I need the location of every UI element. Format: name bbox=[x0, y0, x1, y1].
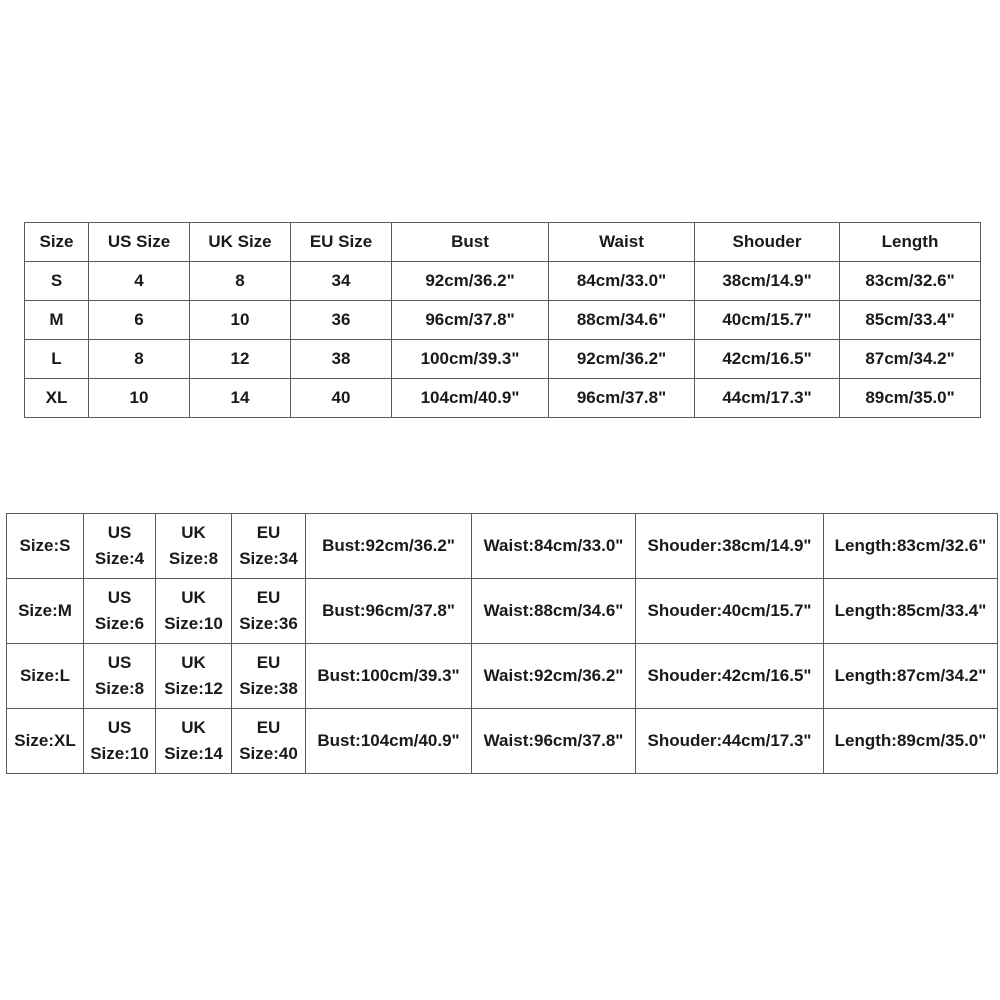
length-cell: Length:89cm/35.0" bbox=[824, 709, 998, 774]
table-cell: 12 bbox=[190, 340, 291, 379]
header-cell: Bust bbox=[392, 223, 549, 262]
uk-size-cell bbox=[156, 579, 232, 644]
table-row bbox=[7, 579, 998, 644]
header-cell: Shouder bbox=[695, 223, 840, 262]
table-cell: 88cm/34.6" bbox=[549, 301, 695, 340]
uk-value: Size:12 bbox=[164, 679, 223, 698]
eu-value: Size:36 bbox=[239, 614, 298, 633]
size-cell: Size:M bbox=[7, 579, 84, 644]
table-row bbox=[7, 644, 998, 709]
bust-cell: Bust:104cm/40.9" bbox=[306, 709, 472, 774]
header-cell: Size bbox=[25, 223, 89, 262]
table-cell: M bbox=[25, 301, 89, 340]
us-value: Size:10 bbox=[90, 744, 149, 763]
uk-label: UK bbox=[181, 653, 206, 672]
length-cell: Length:87cm/34.2" bbox=[824, 644, 998, 709]
uk-label: UK bbox=[181, 718, 206, 737]
shoulder-cell: Shouder:44cm/17.3" bbox=[636, 709, 824, 774]
table-cell: 40cm/15.7" bbox=[695, 301, 840, 340]
shoulder-cell: Shouder:38cm/14.9" bbox=[636, 514, 824, 579]
waist-cell: Waist:84cm/33.0" bbox=[472, 514, 636, 579]
table-cell: 92cm/36.2" bbox=[549, 340, 695, 379]
table-cell: 34 bbox=[291, 262, 392, 301]
uk-label: UK bbox=[181, 588, 206, 607]
eu-size-cell bbox=[232, 579, 306, 644]
table-cell: 42cm/16.5" bbox=[695, 340, 840, 379]
size-detail-table bbox=[6, 513, 998, 774]
size-chart-table bbox=[24, 222, 981, 418]
table-cell: 96cm/37.8" bbox=[549, 379, 695, 418]
table-cell: 104cm/40.9" bbox=[392, 379, 549, 418]
size-cell: Size:S bbox=[7, 514, 84, 579]
waist-cell: Waist:88cm/34.6" bbox=[472, 579, 636, 644]
eu-size-cell bbox=[232, 514, 306, 579]
table-row bbox=[7, 709, 998, 774]
bust-cell: Bust:92cm/36.2" bbox=[306, 514, 472, 579]
shoulder-cell: Shouder:42cm/16.5" bbox=[636, 644, 824, 709]
table-cell: 83cm/32.6" bbox=[840, 262, 981, 301]
table-cell: 85cm/33.4" bbox=[840, 301, 981, 340]
table-row bbox=[25, 262, 981, 301]
table-cell: 84cm/33.0" bbox=[549, 262, 695, 301]
size-cell: Size:L bbox=[7, 644, 84, 709]
eu-label: EU bbox=[256, 718, 281, 737]
us-size-cell bbox=[84, 579, 156, 644]
table-cell: 10 bbox=[190, 301, 291, 340]
table-cell: 36 bbox=[291, 301, 392, 340]
header-cell: Waist bbox=[549, 223, 695, 262]
table-cell: 38cm/14.9" bbox=[695, 262, 840, 301]
shoulder-cell: Shouder:40cm/15.7" bbox=[636, 579, 824, 644]
table-row bbox=[25, 379, 981, 418]
table-cell: 8 bbox=[190, 262, 291, 301]
table-cell: 10 bbox=[89, 379, 190, 418]
length-cell: Length:83cm/32.6" bbox=[824, 514, 998, 579]
table-cell: 8 bbox=[89, 340, 190, 379]
us-size-cell bbox=[84, 644, 156, 709]
eu-size-cell bbox=[232, 709, 306, 774]
table-row bbox=[7, 514, 998, 579]
table-cell: 100cm/39.3" bbox=[392, 340, 549, 379]
table-row bbox=[25, 340, 981, 379]
size-cell: Size:XL bbox=[7, 709, 84, 774]
table-cell: 14 bbox=[190, 379, 291, 418]
table-cell: 4 bbox=[89, 262, 190, 301]
eu-label: EU bbox=[256, 523, 281, 542]
header-cell: US Size bbox=[89, 223, 190, 262]
uk-size-cell bbox=[156, 709, 232, 774]
us-value: Size:4 bbox=[94, 549, 145, 568]
table-cell: 89cm/35.0" bbox=[840, 379, 981, 418]
table-row bbox=[25, 301, 981, 340]
uk-value: Size:14 bbox=[164, 744, 223, 763]
bust-cell: Bust:96cm/37.8" bbox=[306, 579, 472, 644]
eu-value: Size:38 bbox=[239, 679, 298, 698]
header-cell: Length bbox=[840, 223, 981, 262]
header-cell: UK Size bbox=[190, 223, 291, 262]
waist-cell: Waist:92cm/36.2" bbox=[472, 644, 636, 709]
uk-label: UK bbox=[181, 523, 206, 542]
us-label: US bbox=[107, 523, 132, 542]
eu-value: Size:34 bbox=[239, 549, 298, 568]
table-cell: 96cm/37.8" bbox=[392, 301, 549, 340]
us-label: US bbox=[107, 718, 132, 737]
us-label: US bbox=[107, 588, 132, 607]
table-cell: 87cm/34.2" bbox=[840, 340, 981, 379]
us-size-cell bbox=[84, 709, 156, 774]
uk-value: Size:10 bbox=[164, 614, 223, 633]
uk-size-cell bbox=[156, 514, 232, 579]
table-cell: 44cm/17.3" bbox=[695, 379, 840, 418]
table-header-row bbox=[25, 223, 981, 262]
eu-value: Size:40 bbox=[239, 744, 298, 763]
waist-cell: Waist:96cm/37.8" bbox=[472, 709, 636, 774]
eu-size-cell bbox=[232, 644, 306, 709]
us-size-cell bbox=[84, 514, 156, 579]
uk-value: Size:8 bbox=[168, 549, 219, 568]
header-cell: EU Size bbox=[291, 223, 392, 262]
table-cell: 38 bbox=[291, 340, 392, 379]
us-label: US bbox=[107, 653, 132, 672]
us-value: Size:6 bbox=[94, 614, 145, 633]
table-cell: 40 bbox=[291, 379, 392, 418]
eu-label: EU bbox=[256, 588, 281, 607]
us-value: Size:8 bbox=[94, 679, 145, 698]
eu-label: EU bbox=[256, 653, 281, 672]
table-cell: L bbox=[25, 340, 89, 379]
table-cell: 92cm/36.2" bbox=[392, 262, 549, 301]
bust-cell: Bust:100cm/39.3" bbox=[306, 644, 472, 709]
length-cell: Length:85cm/33.4" bbox=[824, 579, 998, 644]
table-cell: S bbox=[25, 262, 89, 301]
table-cell: 6 bbox=[89, 301, 190, 340]
table-cell: XL bbox=[25, 379, 89, 418]
uk-size-cell bbox=[156, 644, 232, 709]
